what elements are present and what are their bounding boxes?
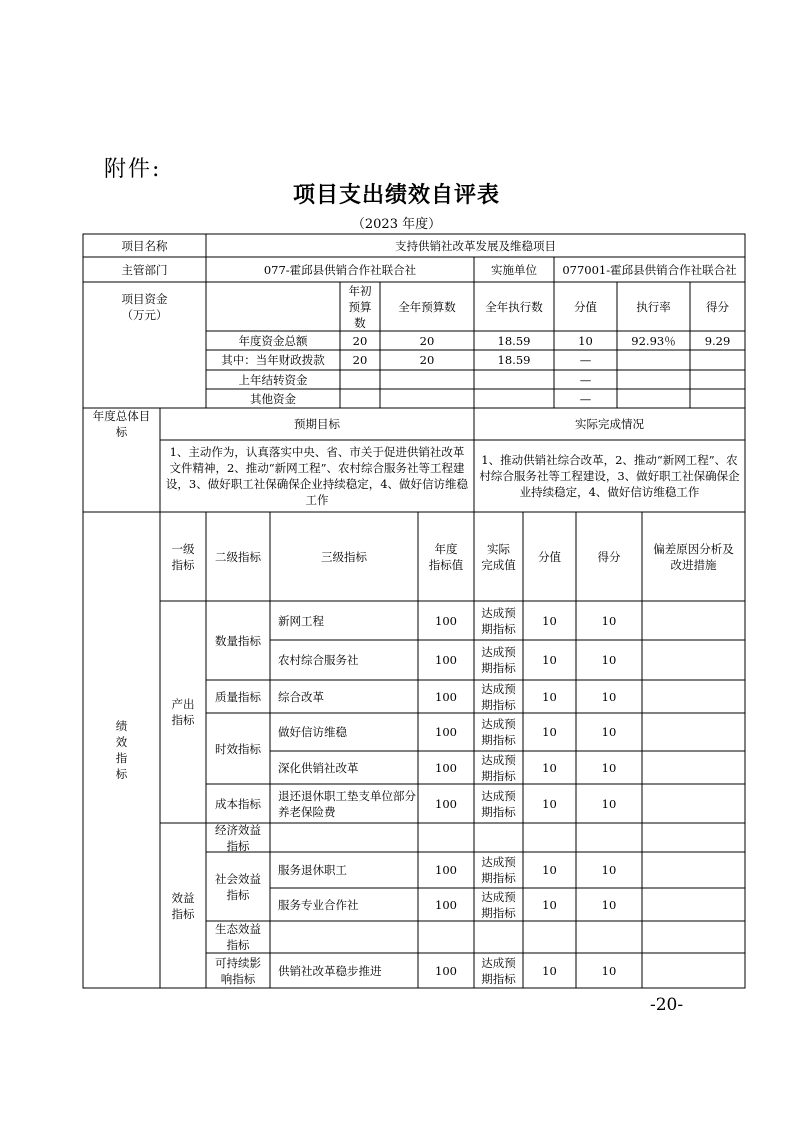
indicator-score: 10 (601, 725, 617, 739)
indicator-score: 10 (601, 689, 617, 704)
indicator-value: 10 (542, 613, 557, 628)
indicator-score: 10 (601, 613, 617, 628)
funds-row-value (690, 350, 745, 370)
indicator-level2: 可持续影 响指标 (215, 955, 261, 986)
indicator-score: 10 (601, 863, 617, 877)
goals-expected-label: 预期目标 (294, 417, 340, 431)
indicator-target: 100 (435, 689, 457, 704)
indicator-value (523, 823, 576, 852)
page-number: -20- (650, 995, 684, 1015)
impl-value: 077001-霍邱县供销合作社联合社 (562, 262, 737, 277)
funds-row-value: 18.59 (497, 353, 531, 367)
indicator-actual (474, 823, 523, 852)
page-title: 项目支出绩效自评表 (292, 182, 500, 208)
indicator-name: 服务退休职工 (278, 863, 347, 877)
goals-expected-text: 1、主动作为，认真落实中央、省、市关于促进供销社改革文件精神，2、推动“新网工程”、农村综合服务社等工程建设，3、做好职工社保确保企业持续稳定，4、做好信访维稳工作 (165, 445, 469, 507)
indicator-target: 100 (435, 760, 457, 775)
funds-row-value: 20 (352, 333, 368, 348)
indicator-header: 一级 指标 (171, 541, 195, 572)
funds-row-value: 20 (419, 333, 435, 348)
project-name-label: 项目名称 (121, 238, 168, 253)
funds-row-value (380, 389, 474, 408)
indicator-value: 10 (542, 963, 557, 978)
funds-header: 年初 预算 数 (348, 283, 372, 330)
goals-actual-text: 1、推动供销社综合改革，2、推动“新网工程”、农村综合服务社等工程建设，3、做好职工社保确保企业持续稳定，4、做好信访维稳工作 (479, 453, 740, 499)
indicators-section-label: 绩 效 指 标 (115, 719, 128, 781)
indicator-score: 10 (601, 796, 617, 811)
indicator-actual: 达成预 期指标 (481, 645, 516, 675)
funds-row-value: 9.29 (704, 333, 731, 348)
indicator-name: 供销社改革稳步推进 (278, 963, 382, 978)
funds-row-value: 20 (352, 353, 368, 367)
indicator-score: 10 (601, 897, 617, 912)
funds-row-value (690, 389, 745, 408)
indicator-level2: 质量指标 (215, 689, 261, 704)
indicator-header: 得分 (597, 549, 621, 564)
indicator-actual: 达成预 期指标 (481, 605, 516, 636)
indicator-level2: 数量指标 (215, 633, 261, 648)
indicator-name (270, 921, 418, 953)
funds-row-value: 18.59 (497, 333, 531, 348)
indicator-level2: 社会效益 指标 (215, 871, 261, 902)
indicator-name: 退还退休职工垫支单位部分养老保险费 (278, 788, 416, 819)
funds-row-value: — (579, 391, 592, 406)
indicator-name: 服务专业合作社 (278, 897, 359, 912)
dept-value: 077-霍邱县供销合作社联合社 (263, 262, 417, 277)
goals-actual-label: 实际完成情况 (575, 417, 644, 431)
indicator-score: 10 (601, 760, 617, 775)
funds-row-value (617, 389, 690, 408)
funds-row-value (617, 350, 690, 370)
funds-row-value (690, 370, 745, 389)
indicator-level1: 效益 指标 (171, 890, 195, 921)
indicator-target (418, 823, 474, 852)
funds-row-label: 其中：当年财政拨款 (221, 353, 325, 367)
indicator-target: 100 (435, 963, 457, 978)
indicator-name: 综合改革 (278, 689, 324, 704)
funds-row-value: 92.93％ (631, 333, 676, 348)
indicator-name: 新网工程 (278, 613, 324, 628)
indicator-value: 10 (542, 897, 557, 912)
indicator-level2: 时效指标 (215, 741, 261, 756)
indicator-level1: 产出 指标 (171, 697, 195, 727)
indicator-actual: 达成预 期指标 (481, 717, 516, 747)
indicator-target: 100 (435, 863, 457, 877)
report-year: （2023 年度） (351, 217, 442, 232)
funds-row-value (474, 389, 554, 408)
indicator-value: 10 (542, 653, 557, 667)
indicator-actual: 达成预 期指标 (481, 955, 516, 986)
funds-header: 得分 (706, 299, 729, 314)
funds-row-value (340, 389, 380, 408)
indicator-score (576, 921, 642, 953)
indicator-name (270, 823, 418, 852)
indicator-value: 10 (542, 689, 557, 704)
indicator-level2: 成本指标 (215, 796, 261, 811)
indicator-target: 100 (435, 897, 457, 912)
funds-header: 全年执行数 (485, 299, 543, 314)
funds-row-value: 10 (578, 333, 593, 348)
indicator-actual: 达成预 期指标 (481, 889, 516, 920)
indicator-value (523, 921, 576, 953)
indicator-score: 10 (601, 963, 617, 978)
funds-row-value (617, 370, 690, 389)
indicator-header: 二级指标 (215, 549, 261, 564)
funds-row-label: 上年结转资金 (238, 372, 308, 387)
indicator-target: 100 (435, 653, 457, 667)
dept-label: 主管部门 (121, 262, 168, 277)
indicator-name: 做好信访维稳 (278, 725, 347, 739)
indicator-actual: 达成预 期指标 (481, 855, 516, 885)
indicator-level2: 生态效益 指标 (215, 922, 261, 952)
indicator-header: 年度 指标值 (428, 541, 464, 572)
funds-header: 全年预算数 (398, 299, 456, 314)
indicator-actual (474, 921, 523, 953)
funds-row-value (340, 370, 380, 389)
indicator-header: 三级指标 (321, 549, 367, 564)
indicator-score: 10 (601, 653, 617, 667)
indicator-header: 实际 完成值 (481, 541, 516, 572)
funds-row-value: 20 (419, 353, 435, 367)
funds-row-value (474, 370, 554, 389)
funds-row-label: 其他资金 (250, 391, 296, 406)
indicator-actual: 达成预 期指标 (481, 681, 516, 712)
indicator-target: 100 (435, 725, 457, 739)
indicator-target: 100 (435, 796, 457, 811)
impl-label: 实施单位 (491, 262, 537, 277)
indicator-value: 10 (542, 725, 557, 739)
indicator-header: 分值 (538, 549, 561, 564)
indicator-actual: 达成预 期指标 (481, 788, 516, 819)
indicator-score (576, 823, 642, 852)
indicator-target: 100 (435, 613, 457, 628)
indicator-name: 深化供销社改革 (278, 760, 359, 775)
indicator-actual: 达成预 期指标 (481, 752, 516, 783)
funds-row-value (380, 370, 474, 389)
goals-label: 年度总体目 标 (92, 409, 151, 439)
indicator-level2: 经济效益 指标 (215, 822, 261, 853)
funds-row-value: — (579, 353, 592, 367)
funds-row-value: — (579, 372, 592, 387)
project-name-value: 支持供销社改革发展及维稳项目 (395, 238, 556, 253)
attachment-label: 附件: (104, 157, 162, 182)
funds-header: 执行率 (636, 299, 671, 314)
funds-header: 分值 (574, 299, 597, 314)
indicator-value: 10 (542, 760, 557, 775)
indicator-header: 偏差原因分析及 改进措施 (653, 541, 734, 572)
indicator-value: 10 (542, 796, 557, 811)
indicator-value: 10 (542, 863, 557, 877)
funds-row-label: 年度资金总额 (238, 333, 308, 348)
funds-label: 项目资金 （万元） (121, 291, 168, 322)
indicator-name: 农村综合服务社 (278, 653, 359, 667)
indicator-target (418, 921, 474, 953)
